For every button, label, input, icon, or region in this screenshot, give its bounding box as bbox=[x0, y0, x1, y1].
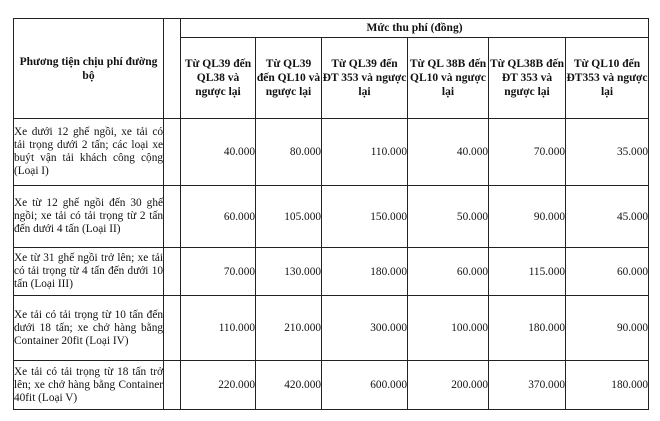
fee-cell: 110.000 bbox=[181, 296, 256, 361]
vehicle-type-cell: Xe tải có tải trọng từ 10 tấn đến dưới 18 tấn; xe chở hàng bằng Container 20fit (Loại IV) bbox=[14, 296, 164, 361]
vehicle-type-cell: Xe từ 12 ghế ngồi đến 30 ghế ngồi; xe tải có tải trọng từ 2 tấn đến dưới 4 tấn (Loại II) bbox=[14, 186, 164, 248]
route-header-6: Từ QL10 đến ĐT353 và ngược lại bbox=[566, 38, 649, 119]
table-row bbox=[14, 119, 649, 186]
fee-cell: 60.000 bbox=[181, 186, 256, 248]
toll-fee-table bbox=[13, 18, 649, 410]
fee-cell: 210.000 bbox=[256, 296, 322, 361]
fee-cell: 180.000 bbox=[322, 248, 408, 296]
fee-cell: 50.000 bbox=[408, 186, 489, 248]
fee-cell: 60.000 bbox=[566, 248, 649, 296]
route-header-3: Từ QL39 đến ĐT 353 và ngược lại bbox=[322, 38, 408, 119]
blank-cell bbox=[164, 361, 181, 410]
blank-cell bbox=[164, 119, 181, 186]
fee-cell: 45.000 bbox=[566, 186, 649, 248]
vehicle-type-cell: Xe từ 31 ghế ngồi trở lên; xe tải có tải trọng từ 4 tấn đến dưới 10 tấn (Loại III) bbox=[14, 248, 164, 296]
fee-cell: 70.000 bbox=[181, 248, 256, 296]
table-row bbox=[14, 361, 649, 410]
blank-cell bbox=[164, 248, 181, 296]
vehicle-type-cell: Xe dưới 12 ghế ngồi, xe tải có tải trọng dưới 2 tấn; các loại xe buýt vận tải khách công cộng (Loại I) bbox=[14, 119, 164, 186]
fee-cell: 80.000 bbox=[256, 119, 322, 186]
fee-cell: 115.000 bbox=[489, 248, 566, 296]
fee-cell: 130.000 bbox=[256, 248, 322, 296]
fee-cell: 370.000 bbox=[489, 361, 566, 410]
fee-cell: 35.000 bbox=[566, 119, 649, 186]
blank-cell bbox=[164, 186, 181, 248]
vehicle-column-header: Phương tiện chịu phí đường bộ bbox=[14, 19, 164, 119]
route-header-2: Từ QL39 đến QL10 và ngược lại bbox=[256, 38, 322, 119]
route-header-1: Từ QL39 đến QL38 và ngược lại bbox=[181, 38, 256, 119]
fee-cell: 180.000 bbox=[489, 296, 566, 361]
route-header-5: Từ QL38B đến ĐT 353 và ngược lại bbox=[489, 38, 566, 119]
fee-cell: 60.000 bbox=[408, 248, 489, 296]
fee-cell: 110.000 bbox=[322, 119, 408, 186]
fee-cell: 105.000 bbox=[256, 186, 322, 248]
fee-cell: 40.000 bbox=[181, 119, 256, 186]
route-header-4: Từ QL 38B đến QL10 và ngược lại bbox=[408, 38, 489, 119]
table-row bbox=[14, 296, 649, 361]
fee-cell: 600.000 bbox=[322, 361, 408, 410]
fee-cell: 300.000 bbox=[322, 296, 408, 361]
fee-cell: 180.000 bbox=[566, 361, 649, 410]
table-row bbox=[14, 186, 649, 248]
fee-cell: 90.000 bbox=[566, 296, 649, 361]
fee-cell: 70.000 bbox=[489, 119, 566, 186]
fee-cell: 90.000 bbox=[489, 186, 566, 248]
blank-column-header bbox=[164, 19, 181, 119]
fee-group-header: Mức thu phí (đồng) bbox=[181, 19, 649, 38]
fee-cell: 150.000 bbox=[322, 186, 408, 248]
fee-cell: 200.000 bbox=[408, 361, 489, 410]
header-row-1 bbox=[14, 19, 649, 38]
vehicle-type-cell: Xe tải có tải trọng từ 18 tấn trở lên; xe chở hàng bằng Container 40fit (Loại V) bbox=[14, 361, 164, 410]
blank-cell bbox=[164, 296, 181, 361]
fee-cell: 220.000 bbox=[181, 361, 256, 410]
fee-cell: 100.000 bbox=[408, 296, 489, 361]
fee-cell: 40.000 bbox=[408, 119, 489, 186]
table-row bbox=[14, 248, 649, 296]
fee-cell: 420.000 bbox=[256, 361, 322, 410]
